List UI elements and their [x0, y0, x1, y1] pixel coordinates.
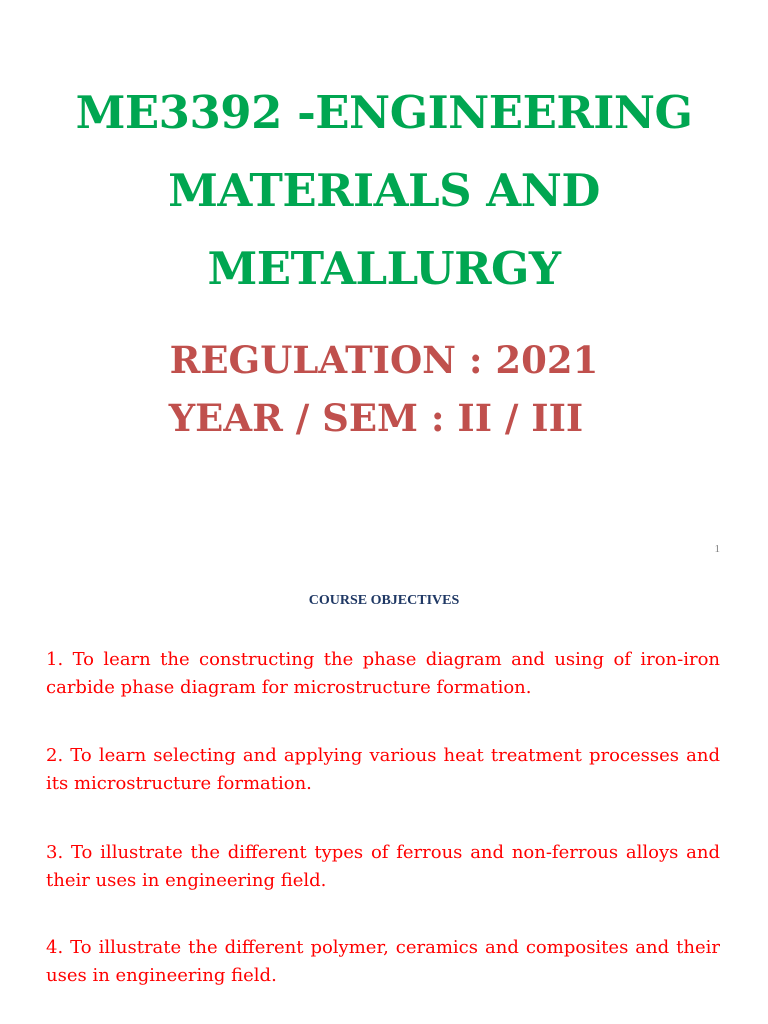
year-sem-label: YEAR / SEM : II / III: [168, 396, 584, 440]
objective-item-3: 3. To illustrate the different types of ferrous and non-ferrous alloys and their uses in engineering field.: [46, 842, 720, 891]
objective-item-1: 1. To learn the constructing the phase diagram and using of iron-iron carbide phase diagram for microstructure formation.: [46, 649, 720, 698]
course-title: [0, 74, 768, 308]
course-objectives-heading: COURSE OBJECTIVES: [308, 593, 460, 608]
course-title-line-3: METALLURGY: [207, 242, 561, 295]
course-title-line-2: MATERIALS AND: [168, 164, 600, 217]
page-number: 1: [714, 543, 720, 555]
course-title-line-1: ME3392 -ENGINEERING: [75, 86, 693, 139]
regulation-label: REGULATION : 2021: [169, 338, 599, 382]
objective-item-4: 4. To illustrate the different polymer, ceramics and composites and their uses in engineering field.: [46, 937, 720, 986]
objective-item-2: 2. To learn selecting and applying various heat treatment processes and its microstructure formation.: [46, 745, 720, 794]
